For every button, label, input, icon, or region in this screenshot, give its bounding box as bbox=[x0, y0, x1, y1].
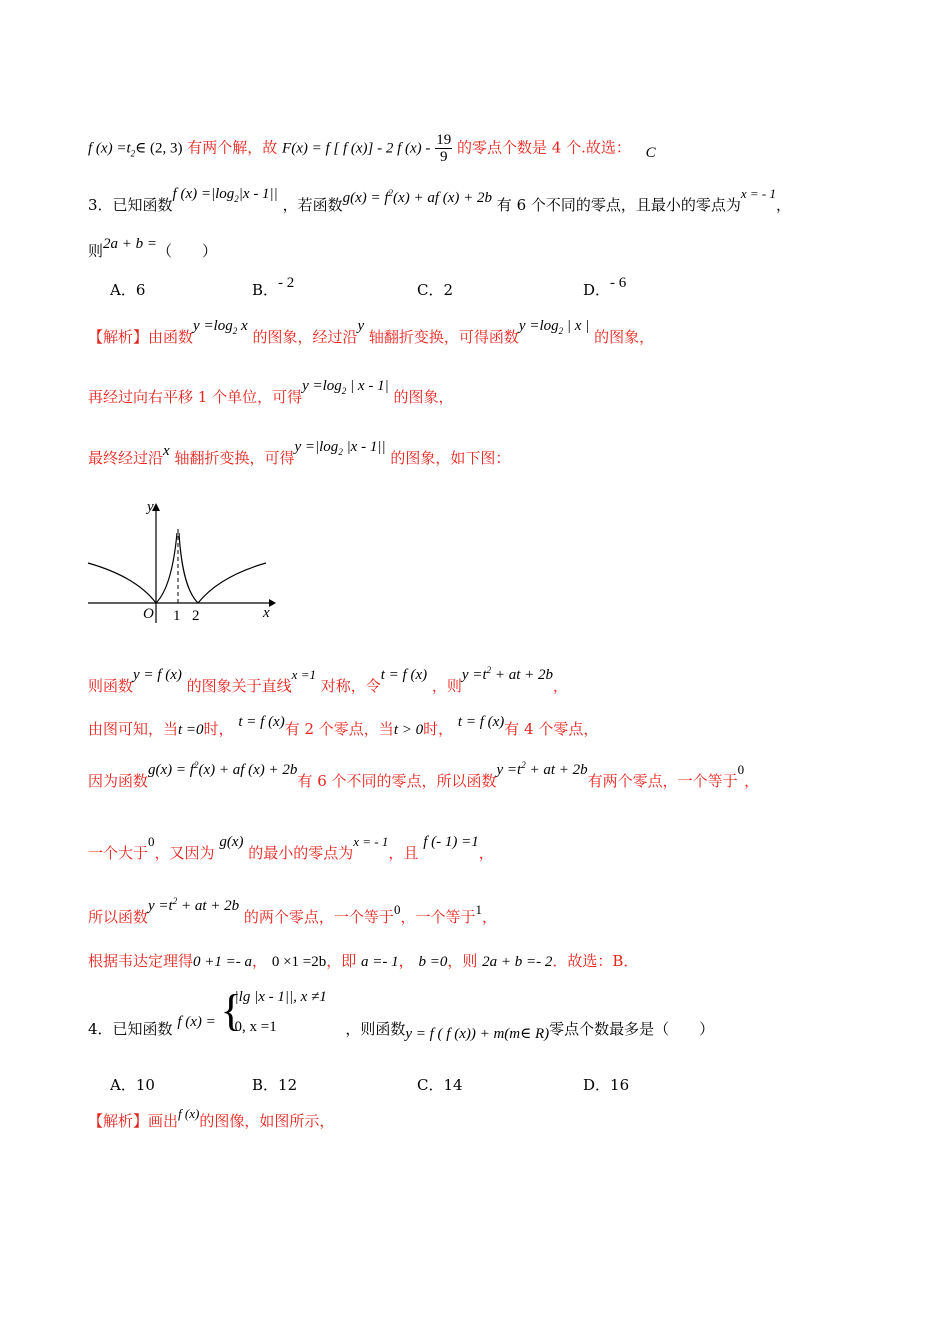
line-1: f $(x) =t_2\in$ (2, 3) 有两个解，故 F(x) = f [ f (x)] - 2 f (x) - $\frac{19}{9}$ 的零点个数是 4 个.故选： C bbox=[88, 132, 656, 165]
piecewise: { |lg |x - 1||, x ≠1 0, x =1 bbox=[220, 986, 327, 1035]
option-b: B．12 bbox=[252, 1076, 298, 1094]
curve-spike-left bbox=[156, 533, 177, 603]
solution-3-line-8: 所以函数$y =t^2$ + at + 2b 的两个零点，一个等于0，一个等于1， bbox=[88, 896, 497, 926]
fraction-19-9: $\frac{19}{9}$ bbox=[436, 132, 452, 165]
curve-right bbox=[198, 563, 266, 603]
option-b: B．- 2 bbox=[252, 275, 295, 299]
question-3-ask: 则2a + b =（ ） bbox=[88, 236, 218, 260]
expr-f: f $(x) =|\log_2|x - 1||$ bbox=[172, 186, 278, 204]
answer-C: C bbox=[645, 144, 656, 161]
expr-y-log2-abs-x-1: $y =\log_2$ | x - 1| bbox=[302, 378, 389, 396]
expr-F: F(x) = f [ f (x)] - 2 f (x) - bbox=[282, 140, 431, 157]
y-label: y bbox=[147, 499, 154, 515]
option-c: C．14 bbox=[417, 1076, 463, 1094]
question-label: 4．已知函数 bbox=[88, 1020, 173, 1038]
expr-x-min: x = - 1 bbox=[740, 186, 777, 201]
expr-y-log2-abs-x: $y =\log_2$ | x | bbox=[518, 318, 590, 336]
expr-f-equals-t2: f (x) =t bbox=[88, 140, 131, 157]
expr-y-log2x: $y =\log_2$ x bbox=[193, 318, 248, 336]
solution-3-line-2: 再经过向右平移 1 个单位，可得$y =\log_2$ | x - 1| 的图象， bbox=[88, 378, 454, 406]
origin-label: O bbox=[143, 606, 154, 622]
function-graph bbox=[86, 495, 286, 627]
question-4: 4．已知函数 f (x) = { |lg |x - 1||, x ≠1 0, x =1 ，则函数y = f ( f (x)) + m(m∈ R)零点个数最多是（ ） bbox=[88, 986, 715, 1042]
x-axis-arrow bbox=[269, 599, 276, 607]
solution-3-line-4: 则函数y = f (x) 的图象关于直线x =1 对称，令t = f (x) ，则$y =t^2$ + at + 2b， bbox=[88, 665, 569, 695]
option-a: A．10 bbox=[110, 1076, 155, 1094]
question-3: 3．已知函数f $(x) =|\log_2|x - 1||$ ，若函数$g(x) = f^2(x)$ + af (x) + 2b 有 6 个不同的零点，且最小的零点为x = - 1， bbox=[88, 186, 792, 214]
tick-1: 1 bbox=[173, 608, 181, 624]
tick-2: 2 bbox=[192, 608, 200, 624]
expr-2a-plus-b: 2a + b = bbox=[103, 236, 158, 252]
option-a: A．6 bbox=[110, 281, 146, 299]
solution-tag: 【解析】 bbox=[88, 328, 149, 346]
option-d: D．16 bbox=[583, 1076, 630, 1094]
solution-3-line-3: 最终经过沿x 轴翻折变换，可得$y =|\log_2$ |x - 1|| 的图象，如下图： bbox=[88, 439, 511, 467]
solution-3-line-7: 一个大于0，又因为 g(x) 的最小的零点为x = - 1，且 f (- 1) =1， bbox=[88, 834, 494, 862]
curve-left bbox=[88, 563, 156, 603]
question-label: 3．已知函数 bbox=[88, 196, 173, 214]
option-d: D．- 6 bbox=[583, 275, 627, 299]
expr-g: $g(x) = f^2(x)$ + af (x) + 2b bbox=[342, 188, 493, 206]
solution-3-line-1: 【解析】由函数$y =\log_2$ x 的图象，经过沿y 轴翻折变换，可得函数$y =\log_2$ | x | 的图象， bbox=[88, 318, 655, 346]
solution-3-line-9: 根据韦达定理得0 +1 =- a， 0 ×1 =2b，即 a =- 1， b =0，则 2a + b =- 2．故选：B． bbox=[88, 952, 639, 970]
text: 的零点个数是 4 个.故选： bbox=[457, 138, 631, 157]
solution-tag: 【解析】 bbox=[88, 1112, 149, 1130]
x-label: x bbox=[263, 605, 270, 621]
solution-3-line-5: 由图可知，当t =0时， t = f (x)有 2 个零点，当t > 0时， t = f (x)有 4 个零点， bbox=[88, 714, 599, 738]
solution-4-line-1: 【解析】画出f (x)的图像，如图所示， bbox=[88, 1106, 335, 1130]
option-c: C．2 bbox=[417, 281, 454, 299]
text: 有两个解，故 bbox=[187, 138, 278, 157]
solution-3-line-6: 因为函数$g(x) = f^2(x)$ + af (x) + 2b有 6 个不同的零点，所以函数$y =t^2$ + at + 2b有两个零点，一个等于0， bbox=[88, 760, 760, 790]
curve-spike-right bbox=[179, 533, 198, 603]
expr-y-abs-log2: $y =|\log_2$ |x - 1|| bbox=[294, 439, 386, 457]
